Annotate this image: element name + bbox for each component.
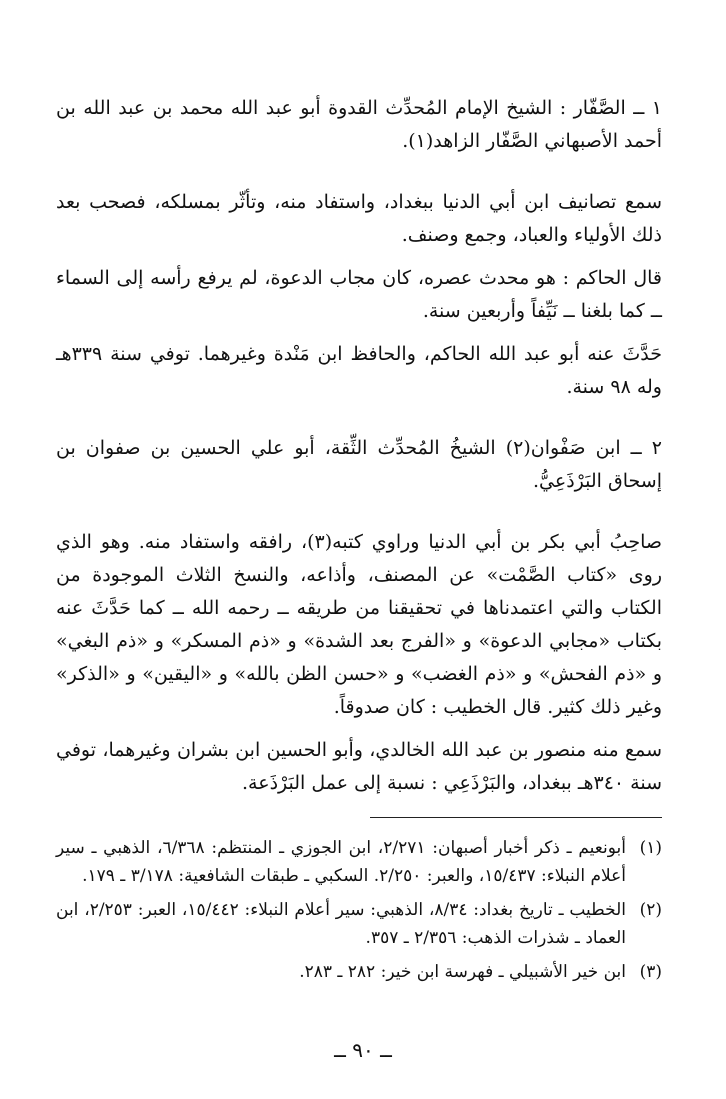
footnote-text: أبونعيم ـ ذكر أخبار أصبهان: ٢/٢٧١، ابن الجوزي ـ المنتظم: ٦/٣٦٨، الذهبي ـ سير أعلام النبلاء: ١٥/٤٣٧، والعبر: ٢/٢٥٠. السكبي ـ طبقات الشافعية: ٣/١٧٨ ـ ١٧٩.: [56, 838, 626, 886]
entry-1-paragraph-1: سمع تصانيف ابن أبي الدنيا ببغداد، واستفاد منه، وتأثّر بمسلكه، فصحب بعد ذلك الأولياء والعباد، وجمع وصنف.: [56, 191, 662, 246]
footnote-2: [56, 896, 662, 952]
entry-1-paragraph-3: حَدَّثَ عنه أبو عبد الله الحاكم، والحافظ ابن مَنْدة وغيرهما. توفي سنة ٣٣٩هـ وله ٩٨ سنة.: [56, 343, 662, 398]
footnotes: [56, 834, 662, 992]
footnote-3: [56, 958, 662, 986]
footnote-number: (٢): [639, 900, 662, 920]
footnote-text: الخطيب ـ تاريخ بغداد: ٨/٣٤، الذهبي: سير أعلام النبلاء: ١٥/٤٤٢، العبر: ٢/٢٥٣، ابن العماد ـ شذرات الذهب: ٢/٣٥٦ ـ ٣٥٧.: [56, 900, 626, 948]
footnote-number: (١): [639, 838, 662, 858]
footnote-1: [56, 834, 662, 890]
entry-2-paragraph-1: صاحِبُ أبي بكر بن أبي الدنيا وراوي كتبه(٣)، رافقه واستفاد منه. وهو الذي روى «كتاب الصَّمْت» عن المصنف، وأذاعه، والنسخ الثلاث الموجودة من الكتاب والتي اعتمدناها في تحقيقنا من طريقه ــ رحمه الله ــ كما حَدَّثَ عنه بكتاب «مجابي الدعوة» و «الفرج بعد الشدة» و «ذم المسكر» و «ذم البغي» و «ذم الفحش» و «ذم الغضب» و «حسن الظن بالله» و «اليقين» و «الذكر» وغير ذلك كثير. قال الخطيب : كان صدوقاً.: [56, 531, 663, 718]
page-number: ــ ٩٠ ــ: [334, 1038, 392, 1062]
entry-1-heading: ١ ــ الصَّفّار : الشيخ الإمام المُحدِّث القدوة أبو عبد الله محمد بن عبد الله بن أحمد الأصبهاني الصَّفّار الزاهد(١).: [56, 97, 662, 152]
entry-2-heading: ٢ ــ ابن صَفْوان(٢) الشيخُ المُحدِّث الثِّقة، أبو علي الحسين بن صفوان بن إسحاق البَرْذَعِيُّ.: [56, 437, 662, 492]
main-text: [56, 92, 662, 810]
entry-1-paragraph-2: قال الحاكم : هو محدث عصره، كان مجاب الدعوة، لم يرفع رأسه إلى السماء ــ كما بلغنا ــ نَيِّفاً وأربعين سنة.: [56, 267, 662, 322]
footnote-separator: [370, 817, 662, 818]
footnote-text: ابن خير الأشبيلي ـ فهرسة ابن خير: ٢٨٢ ـ ٢٨٣.: [299, 962, 626, 982]
entry-2-paragraph-2: سمع منه منصور بن عبد الله الخالدي، وأبو الحسين ابن بشران وغيرهما، توفي سنة ٣٤٠هـ ببغداد، والبَرْذَعِي : نسبة إلى عمل البَرْذَعة.: [56, 739, 662, 794]
footnote-number: (٣): [639, 962, 662, 982]
